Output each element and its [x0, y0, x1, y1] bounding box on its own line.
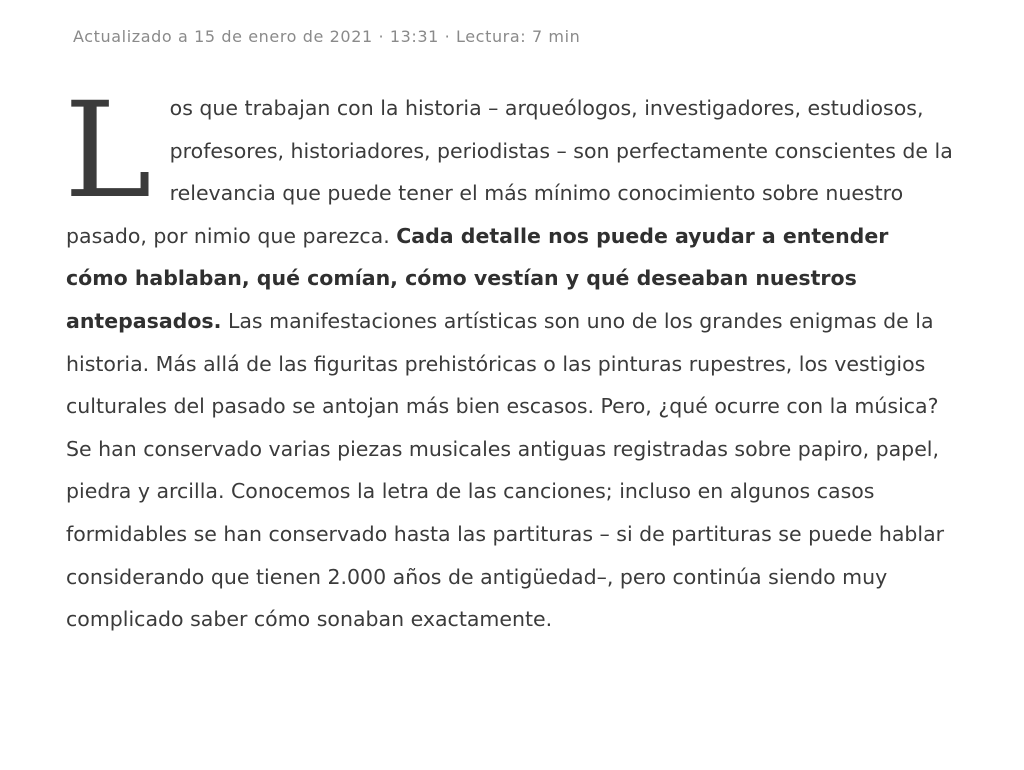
- drop-cap: L: [64, 74, 152, 228]
- article-rest-text: Las manifestaciones artísticas son uno de los grandes enigmas de la historia. Más allá de las figuritas prehistóricas o las pinturas rupestres, los vestigios culturales del pasado se antojan más bien escasos. Pero, ¿qué ocurre con la música? Se han conservado varias piezas musicales antiguas registradas sobre papiro, papel, piedra y arcilla. Conocemos la letra de las canciones; incluso en algunos casos formidables se han conservado hasta las partituras – si de partituras se puede hablar considerando que tienen 2.000 años de antigüedad–, pero continúa siendo muy complicado saber cómo sonaban exactamente.: [66, 308, 945, 632]
- meta-separator: ·: [372, 27, 390, 46]
- updated-time: 13:31: [389, 27, 439, 46]
- article-intro-text: os que trabajan con la historia – arqueólogos, investigadores, estudiosos, profesores, historiadores, periodistas – son perfectamente conscientes de la relevancia que puede tener el más mínimo conocimiento sobre nuestro pasado, por nimio que parezca.: [66, 96, 953, 248]
- article-body: [64, 74, 956, 641]
- article-meta: [73, 27, 580, 46]
- article-bold-text: Cada detalle nos puede ayudar a entender cómo hablaban, qué comían, cómo vestían y qué deseaban nuestros antepasados.: [66, 223, 889, 333]
- meta-separator: ·: [438, 27, 456, 46]
- reading-time: Lectura: 7 min: [456, 27, 581, 46]
- updated-date: Actualizado a 15 de enero de 2021: [73, 27, 373, 46]
